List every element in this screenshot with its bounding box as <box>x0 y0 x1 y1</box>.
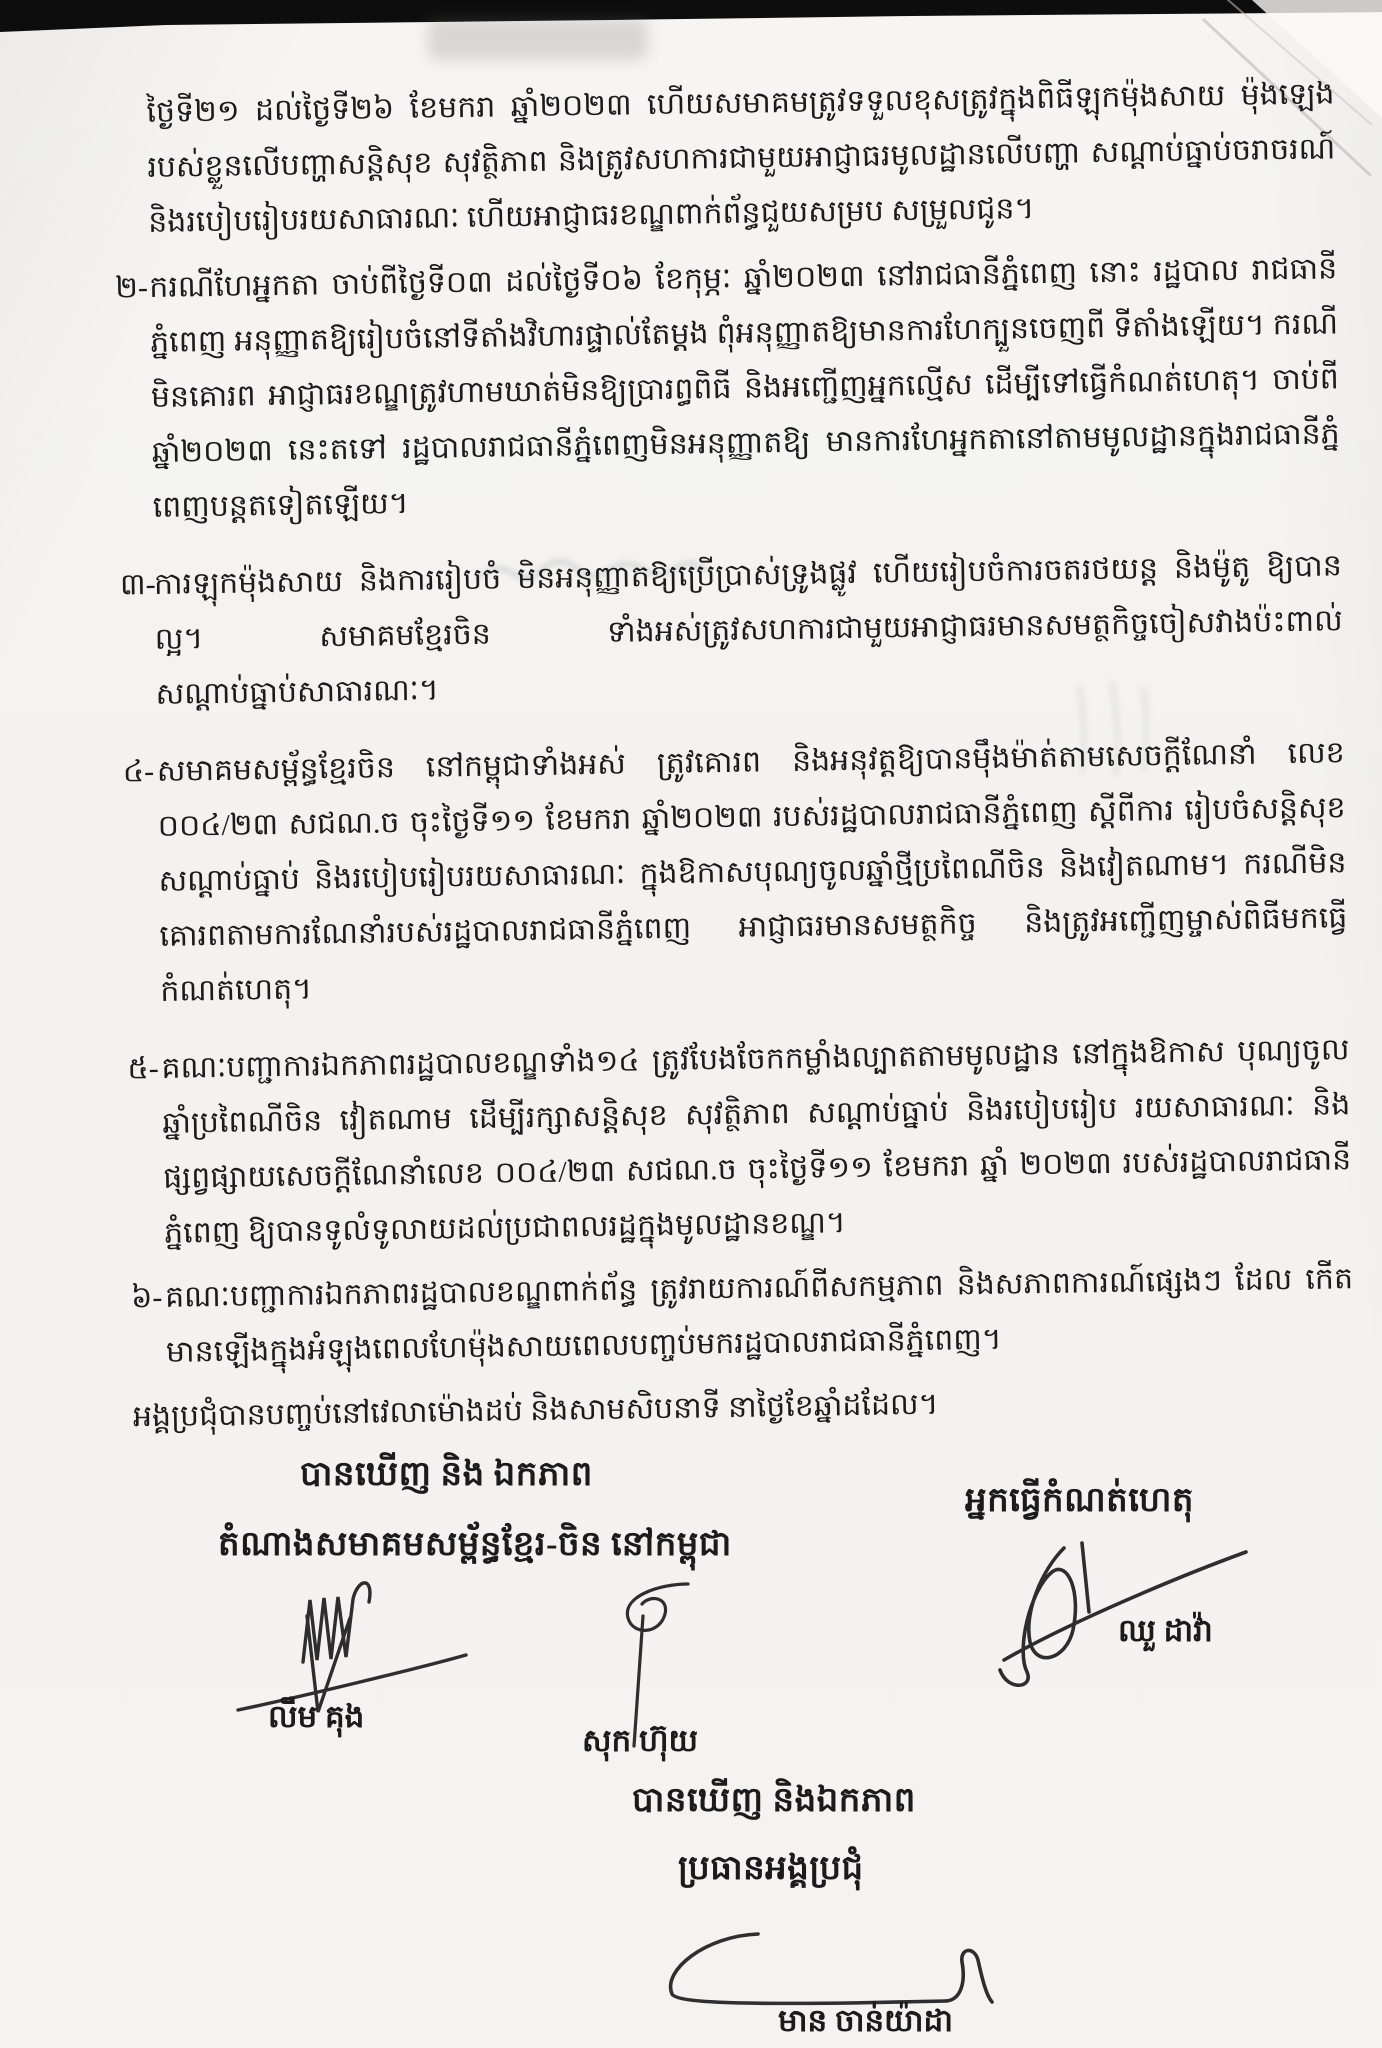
list-item <box>115 241 1341 535</box>
chairman-name: មាន ចាន់យ៉ាដា <box>778 2003 954 2038</box>
signature-signer1 <box>238 1583 466 1712</box>
item-text: ករណីហែអ្នកតា ចាប់ពីថ្ងៃទី០៣ ដល់ថ្ងៃទី០៦ ខែកុម្ភៈ ឆ្នាំ២០២៣ នៅរាជធានីភ្នំពេញ នោះ រដ្ឋបាល រាជធានីភ្នំពេញ អនុញ្ញាតឱ្យរៀបចំនៅទីតាំងវិហារផ្ទាល់តែម្តង ពុំអនុញ្ញាតឱ្យមានការហែក្បួនចេញពី ទីតាំងឡើយ។ ករណីមិនគោរព អាជ្ញាធរខណ្ឌត្រូវហាមឃាត់មិនឱ្យប្រារព្ធពិធី និងអញ្ជើញអ្នកល្មើស ដើម្បីទៅធ្វើកំណត់ហេតុ។ ចាប់ពីឆ្នាំ២០២៣ នេះតទៅ រដ្ឋបាលរាជធានីភ្នំពេញមិនអនុញ្ញាតឱ្យ មានការហែអ្នកតានៅតាមមូលដ្ឋានក្នុងរាជធានីភ្នំពេញបន្តតទៀតឡើយ។ <box>148 252 1340 525</box>
list-item <box>127 1022 1352 1261</box>
paragraph-continuation <box>112 66 1336 250</box>
item-number: ៦- <box>130 1280 163 1315</box>
item-number: ២- <box>114 271 149 305</box>
recorder-title: អ្នកធ្វើកំណត់ហេតុ <box>965 1482 1194 1519</box>
paragraph-text: ថ្ងៃទី២១ ដល់ថ្ងៃទី២៦ ខែមករា ឆ្នាំ២០២៣ ហើយសមាគមត្រូវទទួលខុសត្រូវក្នុងពិធីឡុកម៉ុងសាយ ម៉ុងឡេង របស់ខ្លួនលើបញ្ហាសន្តិសុខ សុវត្ថិភាព និងត្រូវសហការជាមួយអាជ្ញាធរមូលដ្ឋានលើបញ្ហា សណ្តាប់ធ្នាប់ចរាចរណ៍ និងរបៀបរៀបរយសាធារណៈ ហើយអាជ្ញាធរខណ្ឌពាក់ព័ន្ធជួយសម្រប សម្រួលជូន។ <box>146 77 1336 240</box>
item-number: ៥- <box>127 1051 160 1086</box>
list-item <box>122 725 1348 1019</box>
bottom-title-line1: បានឃើញ និងឯកភាព <box>632 1782 916 1819</box>
list-item <box>131 1251 1355 1380</box>
item-number: ៤- <box>122 755 155 789</box>
recorder-name: ឈួ ដាវ៉ា <box>1118 1613 1213 1648</box>
scan-shadow-artifact <box>428 18 648 60</box>
item-text: គណៈបញ្ជាការឯកភាពរដ្ឋបាលខណ្ឌពាក់ព័ន្ធ ត្រូវរាយការណ៍ពីសកម្មភាព និងសភាពការណ៍ផ្សេងៗ ដែល កើតមានឡើងក្នុងអំឡុងពេលហែម៉ុងសាយពេលបញ្ចប់មករដ្ឋបាលរាជធានីភ្នំពេញ។ <box>164 1262 1354 1369</box>
document-body <box>112 66 1355 1444</box>
bottom-title-line2: ប្រធានអង្គប្រជុំ <box>678 1850 864 1887</box>
left-signature-title-line2: តំណាងសមាគមសម្ព័ន្ធខ្មែរ-ចិន នៅកម្ពុជា <box>218 1526 732 1563</box>
list-item <box>119 538 1343 722</box>
signer1-name: លឹម គុង <box>268 1699 365 1734</box>
signer2-name: សុក ហ៊ុយ <box>582 1723 698 1758</box>
scanner-edge-bar <box>0 0 1382 32</box>
closing-sentence: អង្គប្រជុំបានបញ្ចប់នៅវេលាម៉ោងដប់ និងសាមសិបនាទី នាថ្ងៃខែឆ្នាំដដែល។ <box>132 1387 939 1434</box>
signature-chairman <box>671 1934 992 2003</box>
item-text: គណៈបញ្ជាការឯកភាពរដ្ឋបាលខណ្ឌទាំង១៤ ត្រូវបែងចែកកម្លាំងល្បាតតាមមូលដ្ឋាន នៅក្នុងឱកាស បុណ្យចូលឆ្នាំប្រពៃណីចិន វៀតណាម ដើម្បីរក្សាសន្តិសុខ សុវត្ថិភាព សណ្តាប់ធ្នាប់ និងរបៀបរៀប រយសាធារណៈ និងផ្សព្វផ្សាយសេចក្តីណែនាំលេខ ០០៤/២៣ សជណ.ច ចុះថ្ងៃទី១១ ខែមករា ឆ្នាំ ២០២៣ របស់រដ្ឋបាលរាជធានីភ្នំពេញ ឱ្យបានទូលំទូលាយដល់ប្រជាពលរដ្ឋក្នុងមូលដ្ឋានខណ្ឌ។ <box>161 1033 1352 1250</box>
item-text: សមាគមសម្ព័ន្ធខ្មែរចិន នៅកម្ពុជាទាំងអស់ ត្រូវគោរព និងអនុវត្តឱ្យបានម៉ឹងម៉ាត់តាមសេចក្តីណែនាំ លេខ ០០៤/២៣ សជណ.ច ចុះថ្ងៃទី១១ ខែមករា ឆ្នាំ២០២៣ របស់រដ្ឋបាលរាជធានីភ្នំពេញ ស្តីពីការ រៀបចំសន្តិសុខ សណ្តាប់ធ្នាប់ និងរបៀបរៀបរយសាធារណៈ ក្នុងឱកាសបុណ្យចូលឆ្នាំថ្មីប្រពៃណីចិន និងវៀតណាម។ ករណីមិនគោរពតាមការណែនាំរបស់រដ្ឋបាលរាជធានីភ្នំពេញ អាជ្ញាធរមានសមត្ថកិច្ច និងត្រូវអញ្ជើញម្ចាស់ពិធីមកធ្វើកំណត់ហេតុ។ <box>156 736 1348 1008</box>
left-signature-title-line1: បានឃើញ និង ឯកភាព <box>300 1456 593 1493</box>
item-number: ៣- <box>119 567 156 602</box>
item-text: ការឡុកម៉ុងសាយ និងការរៀបចំ មិនអនុញ្ញាតឱ្យប្រើប្រាស់ទ្រូងផ្លូវ ហើយរៀបចំការចតរថយន្ត និងម៉ូតូ ឱ្យបានល្អ។ សមាគមខ្មែរចិន ទាំងអស់ត្រូវសហការជាមួយអាជ្ញាធរមានសមត្ថកិច្ចចៀសវាងប៉ះពាល់ សណ្តាប់ធ្នាប់សាធារណៈ។ <box>153 549 1343 711</box>
